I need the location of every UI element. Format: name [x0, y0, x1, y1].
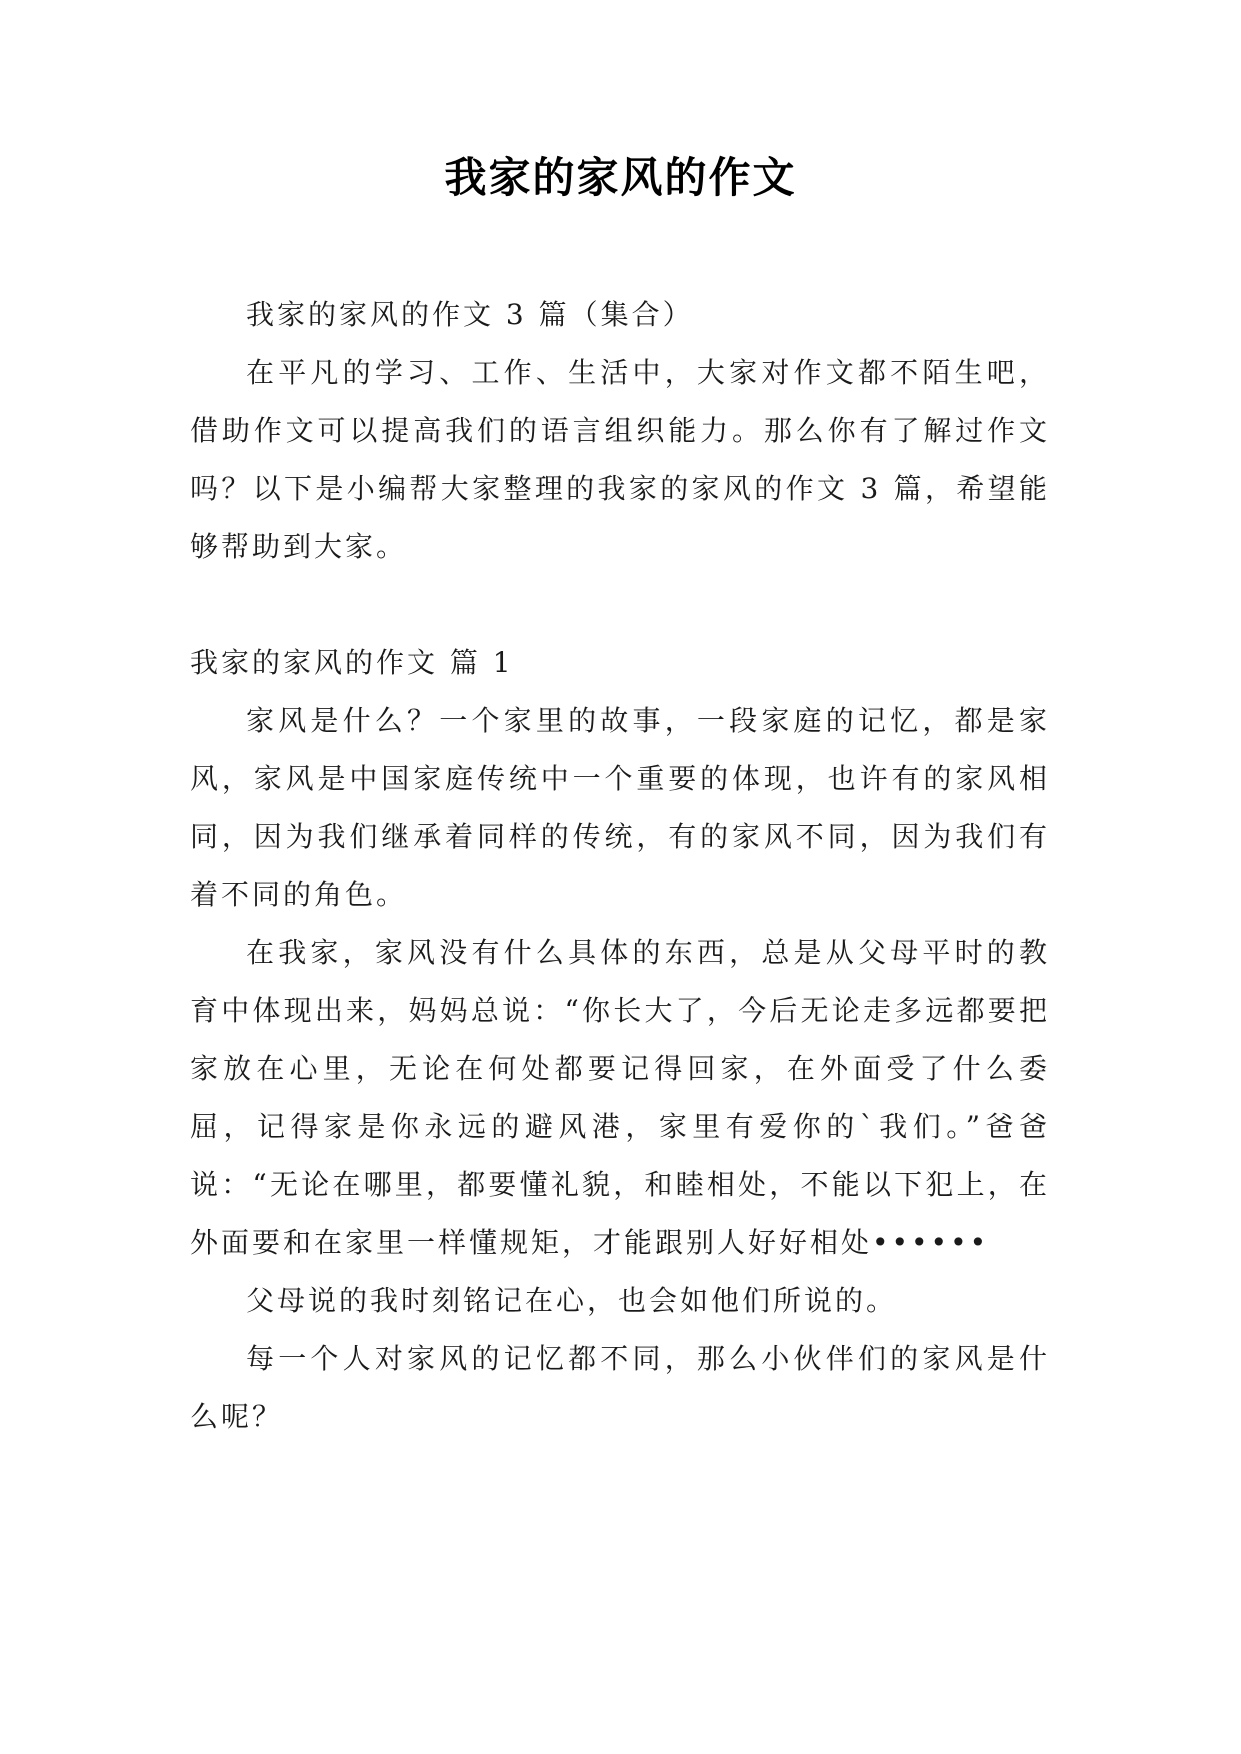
- body-paragraph: 每一个人对家风的记忆都不同，那么小伙伴们的家风是什么呢？: [190, 1342, 1050, 1433]
- body-paragraph: 父母说的我时刻铭记在心，也会如他们所说的。: [246, 1284, 898, 1317]
- body-paragraph: 家风是什么？一个家里的故事，一段家庭的记忆，都是家风，家风是中国家庭传统中一个重要的体现，也许有的家风相同，因为我们继承着同样的传统，有的家风不同，因为我们有着不同的角色。: [190, 704, 1050, 911]
- section-spacer: [190, 576, 1050, 634]
- body-paragraph: 在我家，家风没有什么具体的东西，总是从父母平时的教育中体现出来，妈妈总说：“你长大了，今后无论走多远都要把家放在心里，无论在何处都要记得回家，在外面受了什么委屈，记得家是你永远的避风港，家里有爱你的`我们。”爸爸说：“无论在哪里，都要懂礼貌，和睦相处，不能以下犯上，在外面要和在家里一样懂规矩，才能跟别人好好相处••••••: [190, 936, 1050, 1259]
- document-subtitle: 我家的家风的作文 3 篇（集合）: [246, 298, 694, 331]
- intro-paragraph: 在平凡的学习、工作、生活中，大家对作文都不陌生吧，借助作文可以提高我们的语言组织能力。那么你有了解过作文吗？以下是小编帮大家整理的我家的家风的作文 3 篇，希望能够帮助到大家。: [190, 356, 1050, 563]
- document-body: [190, 286, 1050, 1446]
- section-heading: 我家的家风的作文 篇 1: [190, 646, 514, 679]
- document-title: 我家的家风的作文: [444, 153, 797, 202]
